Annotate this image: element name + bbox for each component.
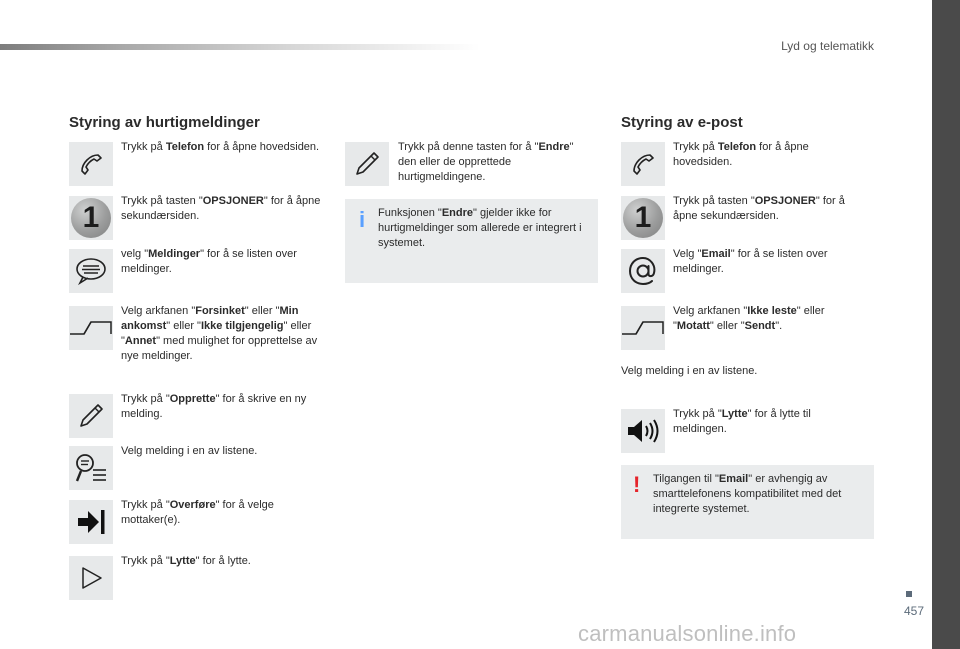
text-segment: Trykk på xyxy=(121,141,166,153)
step-text xyxy=(673,304,868,334)
text-segment: " gjelder ikke for hurtigmeldinger som allerede er integrert i systemet. xyxy=(378,207,582,249)
text-segment: Tilgangen til " xyxy=(653,473,719,485)
text-segment: " for å se listen over meldinger. xyxy=(673,248,828,275)
pencil-icon xyxy=(69,394,113,438)
text-segment: " med mulighet for opprettelse av nye meldinger. xyxy=(121,335,318,362)
emphasis-text: Email xyxy=(701,248,731,260)
text-segment: Velg melding i en av listene. xyxy=(121,445,258,457)
text-segment: Funksjonen " xyxy=(378,207,442,219)
text-segment: " for å se listen over meldinger. xyxy=(121,248,297,275)
text-segment: for å åpne hovedsiden. xyxy=(673,141,809,168)
plain-instruction: Velg melding i en av listene. xyxy=(621,365,758,377)
text-segment: " for å skrive en ny melding. xyxy=(121,393,307,420)
warning-note xyxy=(621,465,874,539)
section-title-quick-messages: Styring av hurtigmeldinger xyxy=(69,114,260,131)
text-segment: for å åpne hovedsiden. xyxy=(204,141,320,153)
step-text xyxy=(673,247,868,277)
emphasis-text: Email xyxy=(718,473,749,485)
text-segment: " er avhengig av smarttelefonens kompatibilitet med det integrerte systemet. xyxy=(653,473,842,515)
step-text xyxy=(121,554,321,569)
emphasis-text: OPSJONER xyxy=(754,195,816,207)
emphasis-text: Motatt xyxy=(676,320,710,332)
speaker-icon xyxy=(621,409,665,453)
pencil-icon xyxy=(345,142,389,186)
text-segment: " for å velge mottaker(e). xyxy=(121,499,274,526)
text-segment: Trykk på tasten " xyxy=(121,195,203,207)
emphasis-text: Telefon xyxy=(717,141,757,153)
emphasis-text: Endre xyxy=(538,141,570,153)
emphasis-text: Overføre xyxy=(169,499,216,511)
text-segment: " for å lytte. xyxy=(195,555,251,567)
phone-handset-icon xyxy=(69,142,113,186)
step-text xyxy=(121,140,321,155)
text-segment: Trykk på " xyxy=(121,499,170,511)
emphasis-text: Endre xyxy=(441,207,474,219)
text-segment: " eller " xyxy=(244,305,280,317)
text-segment: Trykk på xyxy=(673,141,718,153)
step-number: 1 xyxy=(71,198,111,238)
text-segment: Trykk på " xyxy=(121,393,170,405)
text-segment: ". xyxy=(775,320,783,332)
text-segment: Velg arkfanen " xyxy=(121,305,196,317)
step-number: 1 xyxy=(623,198,663,238)
note-text xyxy=(653,472,865,517)
emphasis-text: Lytte xyxy=(721,408,748,420)
emphasis-text: Lytte xyxy=(169,555,196,567)
emphasis-text: Opprette xyxy=(169,393,216,405)
step-text xyxy=(121,194,321,224)
text-segment: velg " xyxy=(121,248,149,260)
message-bubble-icon xyxy=(69,249,113,293)
step-text xyxy=(398,140,588,185)
step-number-badge xyxy=(621,196,665,240)
note-text xyxy=(378,206,583,251)
side-strip xyxy=(932,0,960,649)
emphasis-text: Telefon xyxy=(165,141,205,153)
emphasis-text: Meldinger xyxy=(148,248,201,260)
step-number-badge xyxy=(69,196,113,240)
emphasis-text: Min ankomst xyxy=(121,305,299,332)
text-segment: Velg " xyxy=(673,248,702,260)
text-segment: " eller " xyxy=(673,305,825,332)
emphasis-text: Annet xyxy=(124,335,157,347)
header-gradient-bar xyxy=(0,44,480,50)
text-segment: Trykk på denne tasten for å " xyxy=(398,141,539,153)
step-text xyxy=(121,304,323,364)
watermark: carmanualsonline.info xyxy=(578,621,797,646)
at-sign-icon xyxy=(621,249,665,293)
page-number: 457 xyxy=(903,604,924,618)
emphasis-text: OPSJONER xyxy=(202,195,264,207)
tab-icon xyxy=(69,306,113,350)
step-text xyxy=(673,140,863,170)
info-icon: i xyxy=(359,207,366,232)
section-title-email: Styring av e-post xyxy=(621,114,743,131)
play-icon xyxy=(69,556,113,600)
search-list-icon xyxy=(69,446,113,490)
info-note xyxy=(345,199,598,283)
emphasis-text: Ikke leste xyxy=(747,305,797,317)
emphasis-text: Forsinket xyxy=(195,305,245,317)
text-segment: Velg arkfanen " xyxy=(673,305,748,317)
step-text xyxy=(121,444,321,459)
text-segment: " for å åpne sekundærsiden. xyxy=(121,195,321,222)
phone-handset-icon xyxy=(621,142,665,186)
warning-icon: ! xyxy=(633,472,641,497)
step-text xyxy=(673,407,863,437)
text-segment: " den eller de opprettede hurtigmeldingene. xyxy=(398,141,574,183)
page-marker xyxy=(906,591,912,597)
text-segment: " eller " xyxy=(121,320,312,347)
text-segment: " for å åpne sekundærsiden. xyxy=(673,195,845,222)
emphasis-text: Sendt xyxy=(744,320,776,332)
tab-icon xyxy=(621,306,665,350)
text-segment: Trykk på " xyxy=(673,408,722,420)
step-text xyxy=(121,392,321,422)
text-segment: Trykk på tasten " xyxy=(673,195,755,207)
header-title: Lyd og telematikk xyxy=(781,39,874,53)
emphasis-text: Ikke tilgjengelig xyxy=(200,320,284,332)
forward-arrow-icon xyxy=(69,500,113,544)
step-text xyxy=(121,498,321,528)
text-segment: " eller " xyxy=(709,320,745,332)
step-text xyxy=(121,247,321,277)
text-segment: " eller " xyxy=(166,320,201,332)
step-text xyxy=(673,194,868,224)
text-segment: " for å lytte til meldingen. xyxy=(673,408,811,435)
text-segment: Trykk på " xyxy=(121,555,170,567)
